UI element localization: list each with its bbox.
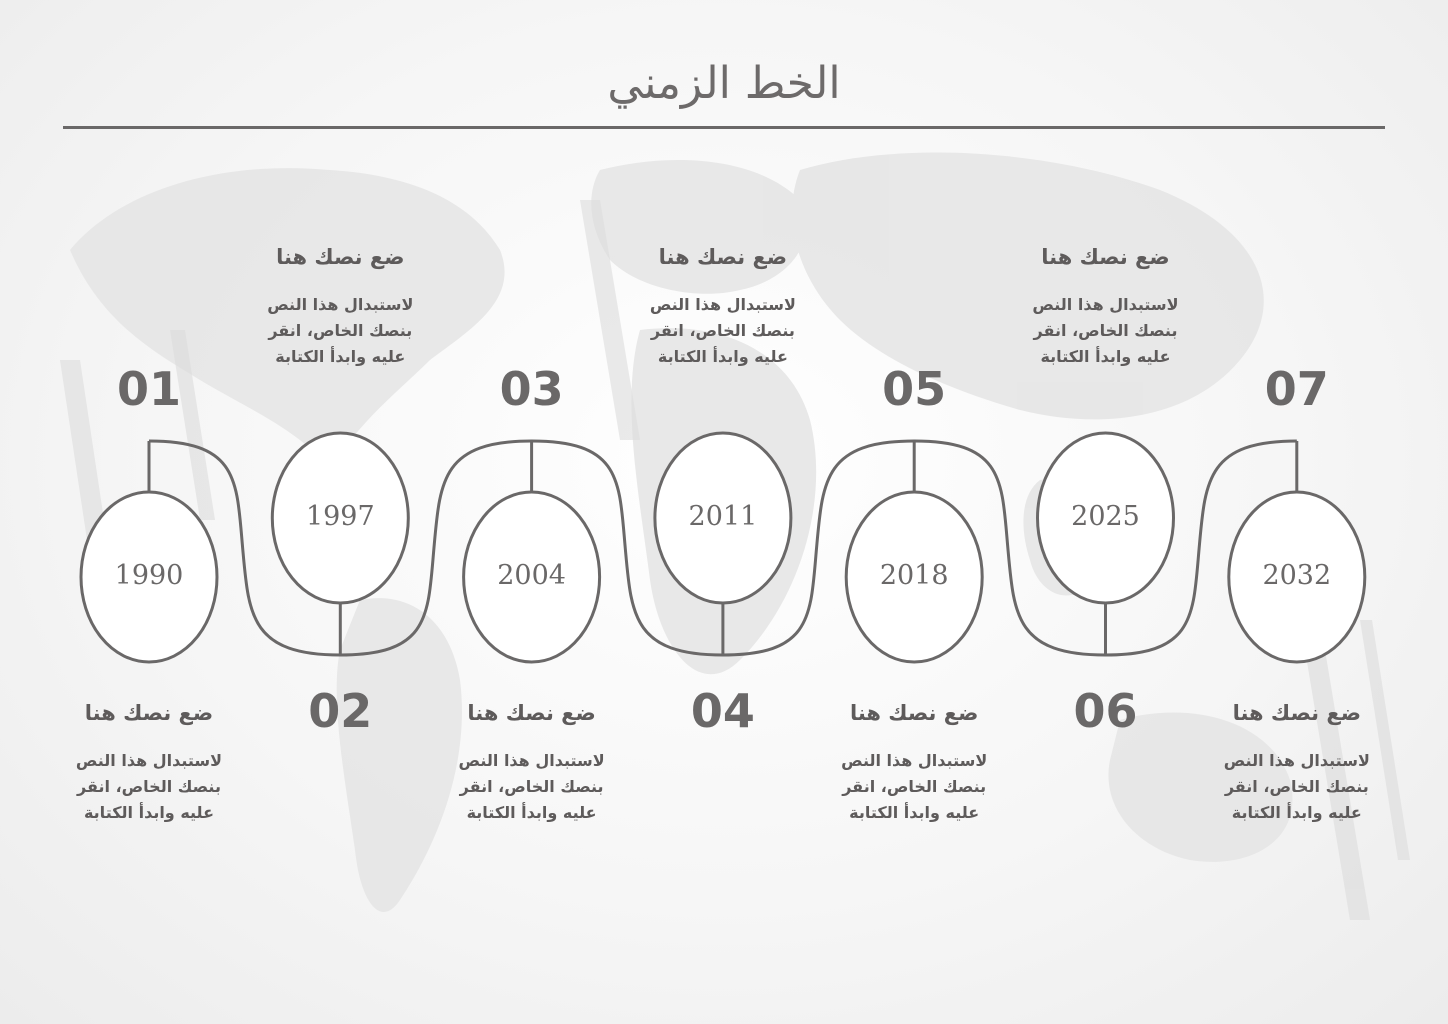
caption-heading: ضع نصك هنا bbox=[84, 701, 214, 725]
milestone-year: 1990 bbox=[114, 560, 184, 591]
caption-body: لاستبدال هذا النص بنصك الخاص، انقر عليه وابدأ الكتابة bbox=[841, 751, 988, 822]
milestone-caption bbox=[49, 698, 249, 826]
page-title: الخط الزمني bbox=[607, 58, 841, 109]
milestone-number: 01 bbox=[116, 362, 181, 416]
caption-body: لاستبدال هذا النص بنصك الخاص، انقر عليه وابدأ الكتابة bbox=[1223, 751, 1370, 822]
milestone-caption bbox=[1006, 242, 1206, 370]
milestone-year: 2018 bbox=[879, 560, 949, 591]
milestone-number: 05 bbox=[882, 362, 947, 416]
milestone-caption bbox=[1197, 698, 1397, 826]
caption-body: لاستبدال هذا النص بنصك الخاص، انقر عليه وابدأ الكتابة bbox=[649, 295, 796, 366]
milestone-year: 2032 bbox=[1262, 560, 1332, 591]
milestone-year: 2011 bbox=[688, 501, 758, 532]
milestone-number: 04 bbox=[690, 684, 755, 738]
milestone-number: 06 bbox=[1073, 684, 1138, 738]
caption-body: لاستبدال هذا النص بنصك الخاص، انقر عليه وابدأ الكتابة bbox=[458, 751, 605, 822]
milestone-year: 2025 bbox=[1071, 501, 1140, 532]
caption-heading: ضع نصك هنا bbox=[849, 701, 979, 725]
milestone-year: 2004 bbox=[497, 560, 566, 591]
milestone-caption bbox=[814, 698, 1014, 826]
milestone-year: 1997 bbox=[305, 501, 375, 532]
caption-heading: ضع نصك هنا bbox=[276, 245, 405, 269]
caption-heading: ضع نصك هنا bbox=[1041, 245, 1170, 269]
milestone-number: 07 bbox=[1264, 362, 1329, 416]
milestone-caption bbox=[623, 242, 823, 370]
milestone-number: 02 bbox=[308, 684, 373, 738]
milestone-caption bbox=[240, 242, 440, 370]
caption-body: لاستبدال هذا النص بنصك الخاص، انقر عليه وابدأ الكتابة bbox=[1032, 295, 1179, 366]
caption-heading: ضع نصك هنا bbox=[658, 245, 788, 269]
caption-heading: ضع نصك هنا bbox=[467, 701, 596, 725]
caption-heading: ضع نصك هنا bbox=[1232, 701, 1361, 725]
milestone-caption bbox=[432, 698, 632, 826]
caption-body: لاستبدال هذا النص بنصك الخاص، انقر عليه وابدأ الكتابة bbox=[75, 751, 223, 822]
milestone-number: 03 bbox=[499, 362, 564, 416]
caption-body: لاستبدال هذا النص بنصك الخاص، انقر عليه وابدأ الكتابة bbox=[267, 295, 414, 366]
